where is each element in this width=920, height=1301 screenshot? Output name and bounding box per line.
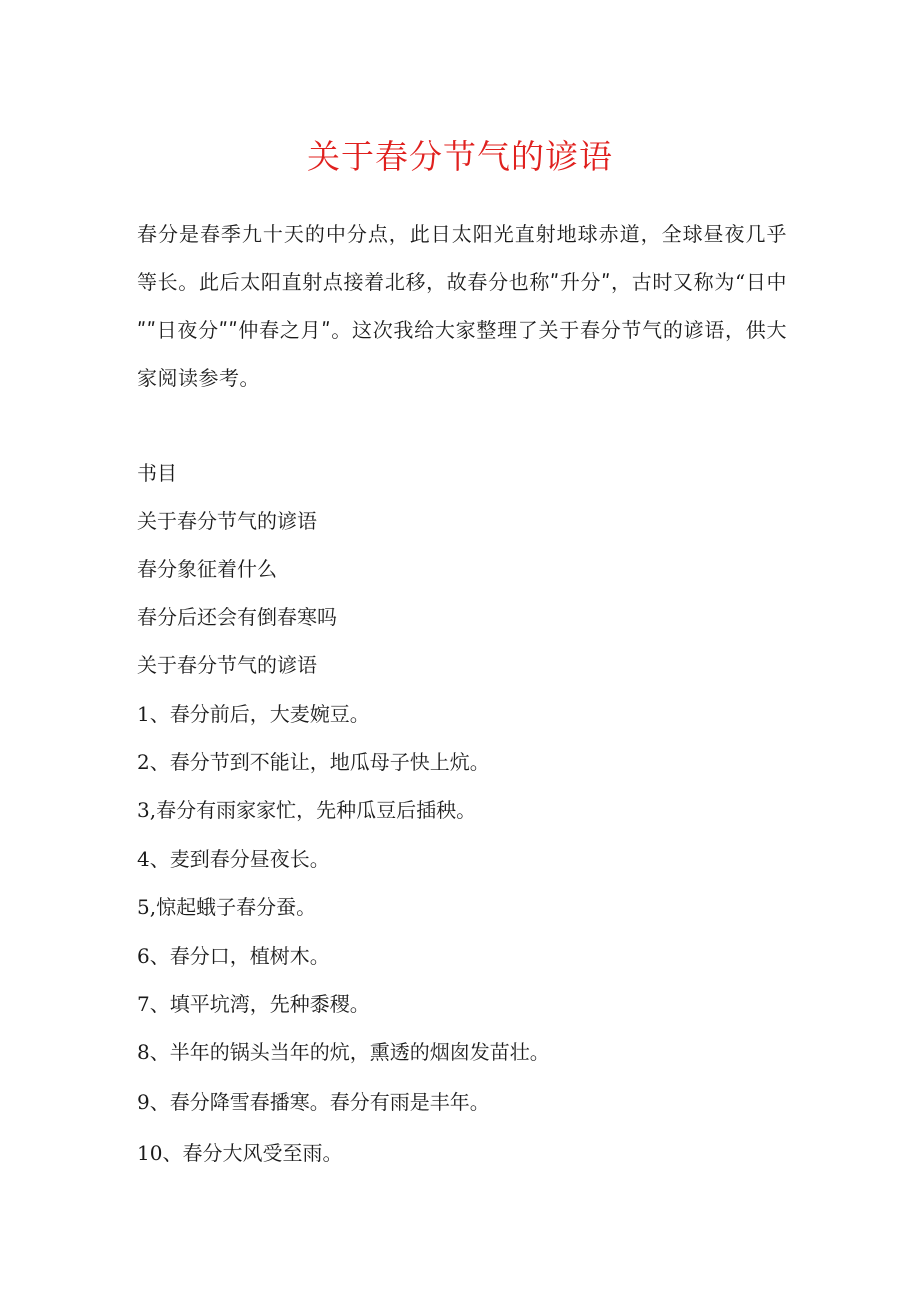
- toc-heading: 书目: [137, 461, 177, 485]
- section-heading: 关于春分节气的谚语: [137, 653, 317, 677]
- proverb-item: 9、春分降雪春播寒。春分有雨是丰年。: [137, 1090, 490, 1114]
- proverb-item: 4、麦到春分昼夜长。: [137, 847, 330, 871]
- proverb-item: 7、填平坑湾，先种黍稷。: [137, 992, 370, 1016]
- proverb-item: 2、春分节到不能让，地瓜母子快上炕。: [137, 750, 490, 774]
- proverb-item: 6、春分口，植树木。: [137, 944, 330, 968]
- proverb-item: 1、春分前后，大麦婉豆。: [137, 702, 370, 726]
- proverb-item: 10、春分大风受至雨。: [137, 1141, 343, 1165]
- toc-item[interactable]: 关于春分节气的谚语: [137, 509, 317, 533]
- toc-item[interactable]: 春分后还会有倒春寒吗: [137, 605, 337, 629]
- proverb-item: 5,惊起蛾子春分蚕。: [137, 895, 317, 919]
- document-title: 关于春分节气的谚语: [307, 137, 613, 176]
- proverb-item: 3,春分有雨家家忙，先种瓜豆后插秧。: [137, 798, 477, 822]
- proverb-item: 8、半年的锅头当年的炕，熏透的烟囱发苗壮。: [137, 1040, 550, 1064]
- toc-item[interactable]: 春分象征着什么: [137, 557, 277, 581]
- intro-paragraph: 春分是春季九十天的中分点，此日太阳光直射地球赤道，全球昼夜几乎等长。此后太阳直射点接着北移，故春分也称ʺ升分ʺ，古时又称为“日中ʺʺ日夜分ʺʺ仲春之月ʺ。这次我给大家整理了关于春分节气的谚语，供大家阅读参考。: [137, 222, 787, 390]
